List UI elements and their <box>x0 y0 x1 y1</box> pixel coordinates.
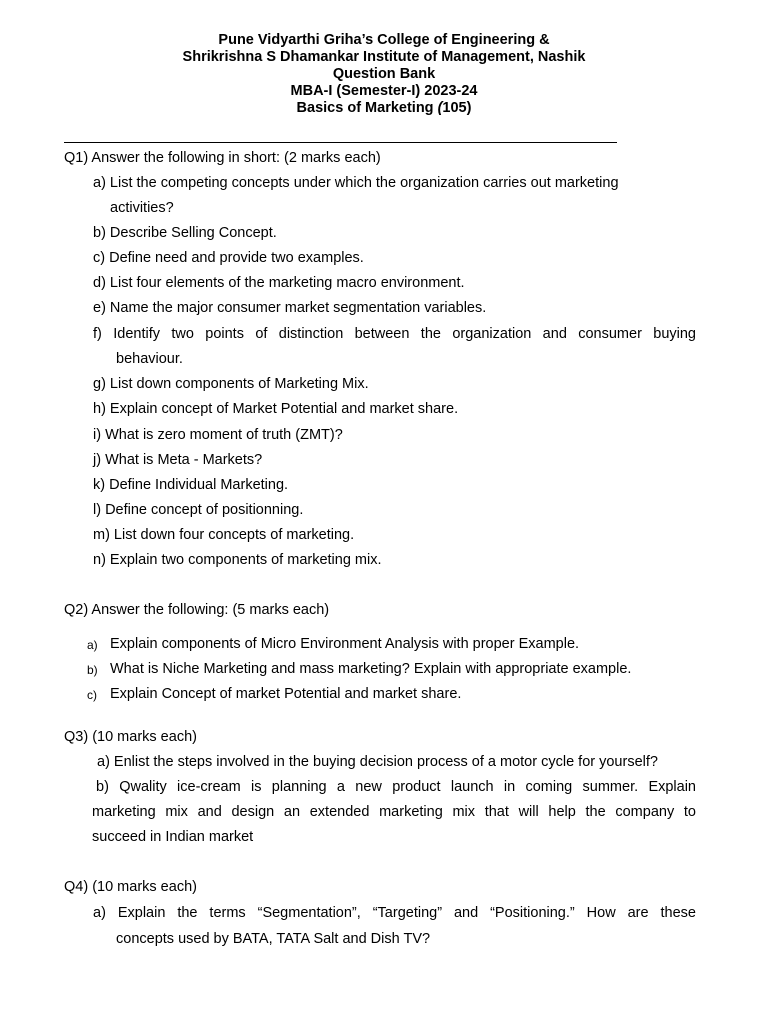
q1-heading: Q1) Answer the following in short: (2 marks each) <box>64 150 381 166</box>
q1-item-l: l) Define concept of positionning. <box>93 502 304 518</box>
q4-item-a-line2: concepts used by BATA, TATA Salt and Dish TV? <box>116 931 431 947</box>
course-semester: MBA-I (Semester-I) 2023-24 <box>290 83 478 99</box>
institute-name: Shrikrishna S Dhamankar Institute of Management, Nashik <box>182 49 586 65</box>
q1-item-n: n) Explain two components of marketing mix. <box>93 552 382 568</box>
document-type: Question Bank <box>332 66 436 82</box>
college-name: Pune Vidyarthi Griha’s College of Engineering & <box>218 32 550 48</box>
q3-item-b-line2: marketing mix and design an extended marketing mix that will help the company to <box>92 804 696 820</box>
q2-heading: Q2) Answer the following: (5 marks each) <box>64 602 330 618</box>
q1-item-j: j) What is Meta - Markets? <box>93 452 263 468</box>
q1-item-e: e) Name the major consumer market segmentation variables. <box>93 300 487 316</box>
q4-heading: Q4) (10 marks each) <box>64 879 197 895</box>
q3-heading: Q3) (10 marks each) <box>64 729 197 745</box>
document-header <box>0 32 768 117</box>
q1-item-c: c) Define need and provide two examples. <box>93 250 364 266</box>
q1-item-f-line1: f) Identify two points of distinction between the organization and consumer buying <box>93 326 696 342</box>
q3-item-b-line1: b) Qwality ice-cream is planning a new product launch in coming summer. Explain <box>96 779 696 795</box>
q4-item-a-line1: a) Explain the terms “Segmentation”, “Targeting” and “Positioning.” How are these <box>93 905 696 921</box>
q1-item-d: d) List four elements of the marketing macro environment. <box>93 275 465 291</box>
q2-item-b-marker: b) <box>87 663 98 677</box>
q2-item-b: What is Niche Marketing and mass marketing? Explain with appropriate example. <box>110 661 632 677</box>
header-divider <box>64 142 617 143</box>
q1-item-a-line1: a) List the competing concepts under which the organization carries out marketing <box>93 175 619 191</box>
q1-item-f-line2: behaviour. <box>116 351 183 367</box>
q3-item-b-line3: succeed in Indian market <box>92 829 254 845</box>
subject-title: Basics of Marketing (105) <box>296 100 472 116</box>
q1-item-i: i) What is zero moment of truth (ZMT)? <box>93 427 343 443</box>
q1-item-m: m) List down four concepts of marketing. <box>93 527 355 543</box>
q1-item-g: g) List down components of Marketing Mix. <box>93 376 369 392</box>
q3-item-a: a) Enlist the steps involved in the buying decision process of a motor cycle for yourself? <box>97 754 658 770</box>
q1-item-b: b) Describe Selling Concept. <box>93 225 277 241</box>
q2-item-c-marker: c) <box>87 688 97 702</box>
q2-item-c: Explain Concept of market Potential and market share. <box>110 686 462 702</box>
q1-item-a-line2: activities? <box>110 200 174 216</box>
q2-item-a: Explain components of Micro Environment Analysis with proper Example. <box>110 636 580 652</box>
q1-item-h: h) Explain concept of Market Potential and market share. <box>93 401 459 417</box>
q1-item-k: k) Define Individual Marketing. <box>93 477 289 493</box>
q2-item-a-marker: a) <box>87 638 98 652</box>
